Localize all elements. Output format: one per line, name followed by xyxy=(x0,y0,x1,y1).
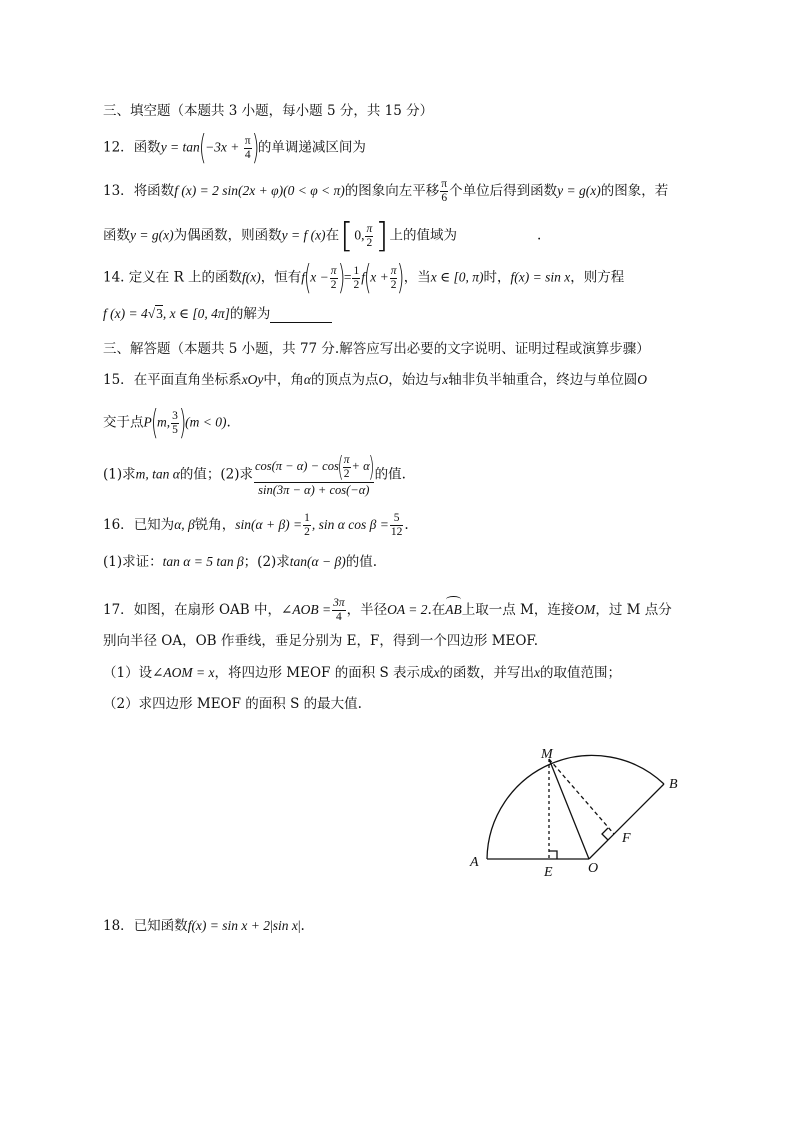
math-expression: y = g(x) xyxy=(557,183,601,198)
paren-left: ( xyxy=(304,258,312,298)
question-17-part-2 xyxy=(103,695,362,713)
math-expression: P xyxy=(143,414,152,430)
question-text: 上取一点 M，连接 xyxy=(461,602,575,618)
question-number: 13． xyxy=(103,183,134,199)
abs-bar: | xyxy=(270,918,273,933)
math-expression: ∠AOB = xyxy=(281,602,332,617)
math-expression: x − xyxy=(310,269,329,285)
math-expression: O xyxy=(378,372,389,387)
fraction-denominator: 2 xyxy=(343,467,350,480)
paren-right: ) xyxy=(337,258,345,298)
math-expression: 3 xyxy=(156,306,163,321)
question-15-line-1 xyxy=(103,371,647,389)
question-16-line-2 xyxy=(103,553,377,571)
question-text: 在 xyxy=(325,227,340,244)
math-expression: ∠AOM = x xyxy=(152,665,215,680)
question-17-line-1 xyxy=(103,597,672,624)
math-expression: 0, xyxy=(354,227,365,243)
question-text: 已知为 xyxy=(133,517,175,533)
paren-right: ) xyxy=(368,450,375,483)
question-text: 的取值范围； xyxy=(540,665,622,681)
question-text: 的单调递减区间为 xyxy=(257,139,366,156)
section-solution-heading xyxy=(103,340,650,358)
question-text: 函数 xyxy=(103,227,130,244)
fraction xyxy=(303,512,311,539)
fraction xyxy=(440,178,448,205)
fraction-numerator: 1 xyxy=(353,264,360,277)
question-text: ，恒有 xyxy=(260,269,302,286)
fraction-numerator: π xyxy=(390,264,397,277)
question-text: (1)求证： xyxy=(103,554,163,570)
math-expression: y = f (x) xyxy=(281,227,326,243)
paren-left: ( xyxy=(198,128,207,168)
math-expression: tan α = 5 tan β xyxy=(162,554,244,569)
fraction xyxy=(390,512,404,539)
math-expression: AB xyxy=(445,602,462,617)
math-expression: , sin α cos β = xyxy=(311,517,389,532)
perpendicular-mf xyxy=(549,759,614,834)
fraction-numerator: π xyxy=(244,134,251,147)
question-number: 15． xyxy=(103,372,134,388)
question-text: 中，角 xyxy=(263,372,304,388)
question-text: ，过 M 点分 xyxy=(595,602,672,618)
math-expression: + α xyxy=(351,458,370,473)
question-text: 在平面直角坐标系 xyxy=(133,372,242,388)
math-expression: f (x) = 4 xyxy=(103,306,148,321)
paren-left: ( xyxy=(150,403,159,443)
fraction-denominator: sin(3π − α) + cos(−α) xyxy=(258,483,370,497)
question-text: （2）求四边形 MEOF 的面积 S 的最大值. xyxy=(103,696,362,712)
question-text: 定义在 R 上的函数 xyxy=(128,269,243,286)
section-title: 填空题（本题共 3 小题，每小题 5 分，共 15 分） xyxy=(130,103,434,119)
question-text: 个单位后得到函数 xyxy=(449,183,558,199)
fraction xyxy=(330,265,338,292)
label-b: B xyxy=(669,777,678,792)
paren-right: ) xyxy=(397,258,405,298)
question-text: ，当 xyxy=(403,269,431,286)
question-text: 的解为 xyxy=(229,306,271,322)
question-15-line-2 xyxy=(103,403,231,443)
math-expression: (m < 0) xyxy=(185,414,227,430)
math-expression: −3x + xyxy=(205,139,243,155)
section-number: 三、 xyxy=(103,103,130,119)
paren-left: ( xyxy=(337,450,344,483)
question-text: 交于点 xyxy=(103,414,144,431)
math-expression: OA = 2 xyxy=(387,602,428,617)
math-expression: x + xyxy=(370,269,389,285)
question-text: ，始边与 xyxy=(388,372,443,388)
question-text: ，将四边形 MEOF 的面积 S 表示成 xyxy=(214,665,434,681)
fraction xyxy=(171,410,179,437)
question-text: 的值. xyxy=(374,466,406,483)
question-text: 为偶函数，则函数 xyxy=(173,227,282,244)
question-number: 18． xyxy=(103,918,134,934)
answer-blank xyxy=(270,308,332,323)
question-text: .在 xyxy=(427,602,446,618)
fraction-numerator: π xyxy=(343,453,350,466)
fraction xyxy=(343,454,351,481)
question-text: 上的值域为 xyxy=(389,227,457,244)
question-13-line-2 xyxy=(103,216,542,256)
question-text: 的值. xyxy=(345,554,378,570)
question-number: 12． xyxy=(103,139,134,156)
question-text: 的函数，并写出 xyxy=(439,665,535,681)
question-text: . xyxy=(536,227,542,244)
section-title: 三、解答题（本题共 5 小题，共 77 分.解答应写出必要的文字说明、证明过程或演算步骤） xyxy=(103,341,650,357)
math-expression: f(x) xyxy=(242,269,261,285)
question-16-line-1 xyxy=(103,512,409,539)
fraction-numerator: 5 xyxy=(390,512,404,526)
math-expression: f(x) = sin x xyxy=(510,269,571,285)
question-text: 时， xyxy=(483,269,511,286)
question-text: 将函数 xyxy=(133,183,175,199)
question-text: 别向半径 OA，OB 作垂线，垂足分别为 E，F，得到一个四边形 MEOF. xyxy=(103,633,538,649)
question-14-line-1 xyxy=(103,258,625,298)
question-14-line-2 xyxy=(103,305,332,323)
question-text: 的顶点为点 xyxy=(311,372,379,388)
math-expression: m, tan α xyxy=(135,466,180,482)
question-text: . xyxy=(226,414,231,431)
question-17-line-2 xyxy=(103,632,538,650)
fraction-denominator: 2 xyxy=(353,278,360,291)
question-text: . xyxy=(300,918,305,934)
fraction-denominator: 6 xyxy=(441,192,448,204)
math-expression: x xyxy=(534,665,541,680)
question-text: (1)求 xyxy=(103,466,136,483)
math-expression: y = g(x) xyxy=(130,227,174,243)
question-text: . xyxy=(404,517,409,533)
fraction-denominator: 12 xyxy=(390,526,403,538)
math-expression: f xyxy=(301,269,306,285)
math-expression: sin x xyxy=(272,918,298,933)
right-angle-e xyxy=(549,851,557,859)
math-expression: OM xyxy=(574,602,596,617)
question-text: ；(2)求 xyxy=(243,554,290,570)
paren-right: ) xyxy=(178,403,187,443)
math-expression: sin(α + β) = xyxy=(235,517,303,532)
fraction xyxy=(332,597,346,624)
math-expression: f(x) = sin x + 2 xyxy=(187,918,271,933)
math-expression: tan(α − β) xyxy=(289,554,346,569)
sqrt-sign: √ xyxy=(147,306,156,321)
fraction-numerator xyxy=(254,452,374,483)
question-text: 锐角， xyxy=(194,517,236,533)
fraction-numerator: 3 xyxy=(172,409,178,422)
fraction-numerator: 3π xyxy=(333,597,345,609)
question-text: 的图象向左平移 xyxy=(344,183,440,199)
math-expression: x xyxy=(442,372,449,387)
arc-ab xyxy=(487,755,664,859)
question-17-part-1 xyxy=(103,664,621,682)
fraction-numerator: 1 xyxy=(304,512,310,524)
label-m: M xyxy=(541,747,553,762)
question-text: （1）设 xyxy=(103,665,153,681)
math-expression: cos(π − α) − cos xyxy=(254,458,339,473)
abs-bar: | xyxy=(297,918,301,933)
arc-notation xyxy=(445,601,462,619)
question-number: 16． xyxy=(103,517,134,533)
math-expression: xOy xyxy=(241,372,264,387)
math-expression: x xyxy=(433,665,440,680)
label-o: O xyxy=(588,861,599,876)
big-fraction xyxy=(254,452,374,498)
math-expression: f xyxy=(361,269,365,285)
label-f: F xyxy=(622,831,631,846)
math-expression: f (x) = 2 sin(2x + φ)(0 < φ < π) xyxy=(174,183,345,198)
fraction-numerator: π xyxy=(330,264,337,277)
paren-left: ( xyxy=(363,258,372,298)
math-expression: O xyxy=(637,372,648,387)
fraction xyxy=(365,223,373,250)
section-fill-in-heading xyxy=(103,102,433,120)
label-a: A xyxy=(470,855,479,870)
fraction-denominator: 2 xyxy=(330,278,337,291)
question-number: 17． xyxy=(103,602,134,618)
question-13-line-1 xyxy=(103,178,668,205)
math-expression: x ∈ [0, π) xyxy=(430,269,484,285)
fraction-denominator: 4 xyxy=(244,148,251,161)
question-number: 14. xyxy=(103,269,125,286)
question-text: 的图象，若 xyxy=(600,183,669,199)
arc-mark xyxy=(446,596,461,603)
question-text: 已知函数 xyxy=(133,918,188,934)
question-text: ，半径 xyxy=(346,602,388,618)
fraction xyxy=(244,135,252,162)
question-12 xyxy=(103,128,366,168)
math-expression: α, β xyxy=(174,517,195,532)
question-15-line-3 xyxy=(103,452,406,498)
question-18 xyxy=(103,917,305,935)
segment-om xyxy=(549,759,589,859)
fraction-denominator: 2 xyxy=(390,278,397,291)
fraction-denominator: 5 xyxy=(172,423,178,436)
bracket-left: [ xyxy=(340,216,354,256)
math-expression: y = tan xyxy=(160,139,200,155)
math-expression: m, xyxy=(157,414,171,430)
label-e: E xyxy=(544,865,553,880)
question-text: ，则方程 xyxy=(570,269,625,286)
math-expression: α xyxy=(303,372,312,387)
math-expression: = xyxy=(343,269,352,285)
question-text: 的值；(2)求 xyxy=(179,466,253,483)
radius-ob xyxy=(589,784,664,859)
math-expression: , x ∈ [0, 4π] xyxy=(162,306,230,321)
question-text: 函数 xyxy=(133,139,161,156)
fraction-numerator: π xyxy=(366,222,373,235)
fraction-numerator: π xyxy=(441,178,448,190)
fraction-denominator: 4 xyxy=(335,611,342,623)
question-text: 如图，在扇形 OAB 中， xyxy=(133,602,282,618)
right-angle-f xyxy=(602,828,608,840)
bracket-right: ] xyxy=(375,216,389,256)
paren-right: ) xyxy=(251,128,259,168)
question-text: 轴非负半轴重合，终边与单位圆 xyxy=(448,372,638,388)
fraction-denominator: 2 xyxy=(366,236,373,249)
fraction-denominator: 2 xyxy=(304,526,310,538)
fraction xyxy=(352,265,360,292)
